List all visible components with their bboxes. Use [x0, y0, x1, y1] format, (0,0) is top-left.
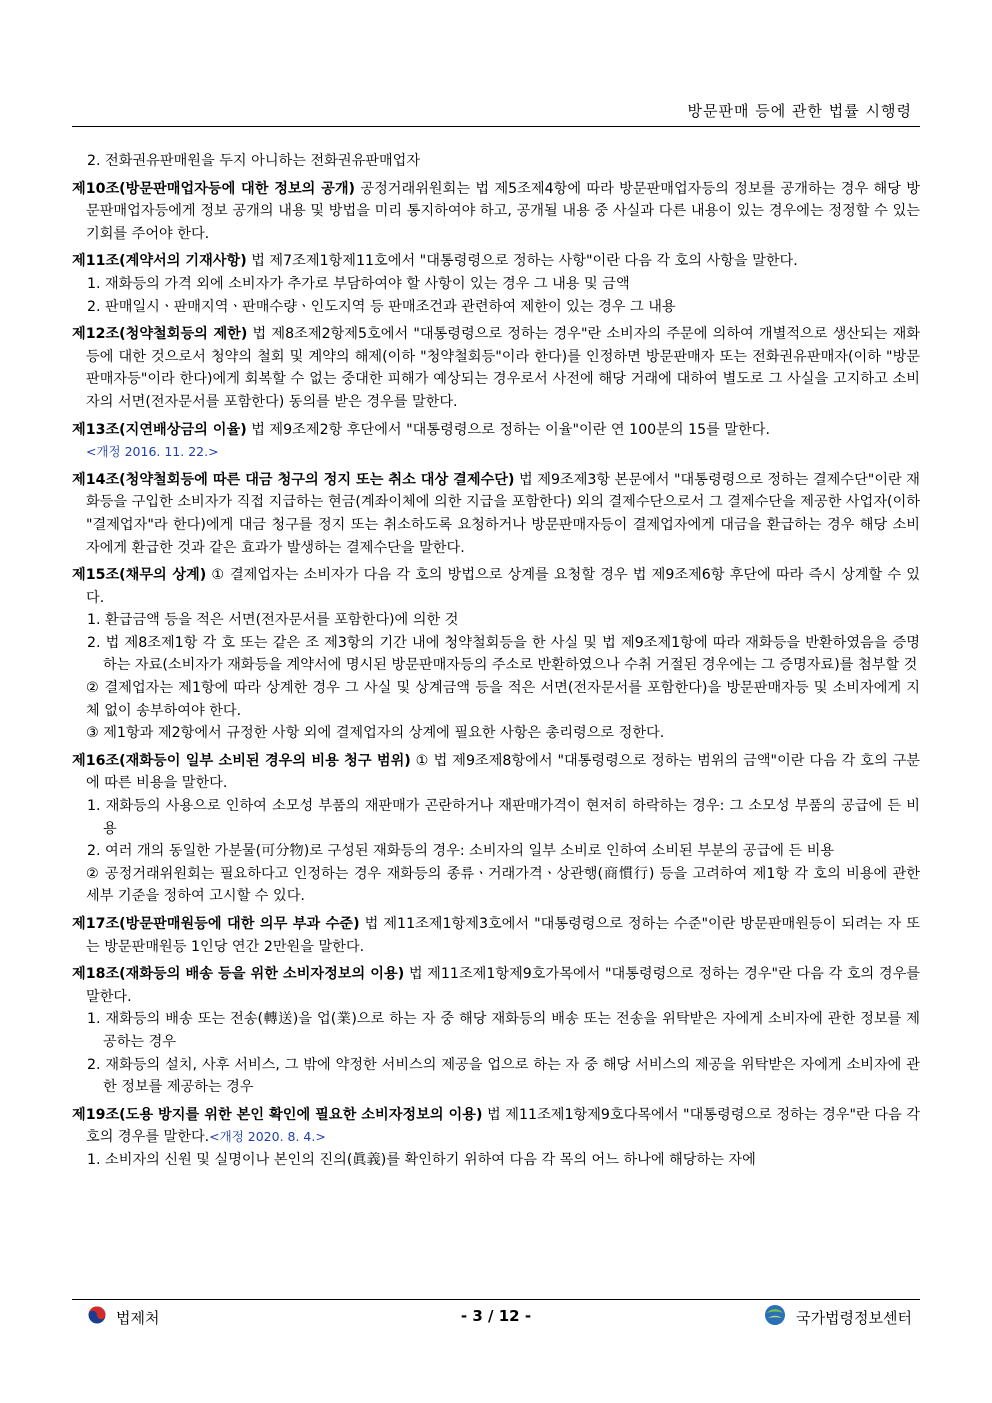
article-text: 법 제9조제3항 본문에서 "대통령령으로 정하는 결제수단"이란 재화등을 구입한 소비자가 직접 지급하는 현금(계좌이체에 의한 지급을 포함한다) 외의 결제수단으로서 그 결제수단을 제공한 사업자(이하 "결제업자"라 한다)에게 대금 청구를 정지 또는 취소하도록 요청하거나 방문판매자등이 결제업자에게 대금을 환급하는 경우 해당 소비자에게 환급한 것과 같은 효과가 발생하는 결제수단을 말한다.: [86, 471, 920, 556]
article-heading: 제10조(방문판매업자등에 대한 정보의 공개): [72, 180, 356, 197]
article-text: 법 제7조제1항제11호에서 "대통령령으로 정하는 사항"이란 다음 각 호의 사항을 말한다.: [246, 253, 798, 270]
clause-2: ② 결제업자는 제1항에 따라 상계한 경우 그 사실 및 상계금액 등을 적은 서면(전자문서를 포함한다)을 방문판매자등 및 소비자에게 지체 없이 송부하여야 한다.: [86, 680, 920, 719]
article-text: 공정거래위원회는 법 제5조제4항에 따라 방문판매업자등의 정보를 공개하는 경우 해당 방문판매업자등에게 정보 공개의 내용 및 방법을 미리 통지하여야 하고, 공개될 내용 중 사실과 다른 내용이 있는 경우에는 정정할 수 있는 기회를 주어야 한다.: [86, 180, 920, 242]
article-heading: 제13조(지연배상금의 이율): [72, 421, 247, 438]
footer-rule: [72, 1299, 920, 1300]
list-item: 1. 재화등의 배송 또는 전송(轉送)을 업(業)으로 하는 자 중 해당 재화등의 배송 또는 전송을 위탁받은 자에게 소비자에 관한 정보를 제공하는 경우: [87, 1011, 920, 1050]
article-12: [72, 323, 920, 413]
article-13: [72, 419, 920, 464]
amendment-note: <개정 2016. 11. 22.>: [86, 444, 219, 460]
footer-left: [88, 1306, 159, 1328]
article-heading: 제16조(재화등이 일부 소비된 경우의 비용 청구 범위): [72, 752, 411, 769]
article-heading: 제15조(채무의 상계): [72, 567, 207, 584]
article-text: 법 제11조제1항제3호에서 "대통령령으로 정하는 수준"이란 방문판매원등이 되려는 자 또는 방문판매원등 1인당 연간 2만원을 말한다.: [86, 916, 920, 955]
article-heading: 제14조(청약철회등에 따른 대금 청구의 정지 또는 취소 대상 결제수단): [72, 471, 515, 488]
list-item: 1. 소비자의 신원 및 실명이나 본인의 진의(眞義)를 확인하기 위하여 다음 각 목의 어느 하나에 해당하는 자에: [87, 1151, 756, 1168]
document-body: [72, 150, 920, 1172]
clause-2: ② 공정거래위원회는 필요하다고 인정하는 경우 재화등의 종류ㆍ거래가격ㆍ상관행(商慣行) 등을 고려하여 제1항 각 호의 비용에 관한 세부 기준을 정하여 고시할 수 있다.: [86, 865, 920, 905]
footer-right: [764, 1304, 912, 1330]
article-16: [72, 750, 920, 795]
footer-agency-name: 법제처: [116, 1308, 160, 1327]
list-item: 2. 재화등의 설치, 사후 서비스, 그 밖에 약정한 서비스의 제공을 업으로 하는 자 중 해당 서비스의 제공을 위탁받은 자에게 소비자에 관한 정보를 제공하는 경우: [87, 1056, 920, 1096]
list-item: 2. 판매일시ㆍ판매지역ㆍ판매수량ㆍ인도지역 등 판매조건과 관련하여 제한이 있는 경우 그 내용: [87, 298, 676, 315]
article-heading: 제12조(청약철회등의 제한): [72, 326, 248, 343]
taegeuk-logo-icon: [88, 1306, 106, 1328]
article-text: 법 제11조제1항제9호가목에서 "대통령령으로 정하는 경우"란 다음 각 호의 경우를 말한다.: [86, 966, 920, 1005]
article-15: [72, 564, 920, 609]
article-17: [72, 913, 920, 958]
article-heading: 제18조(재화등의 배송 등을 위한 소비자정보의 이용): [72, 966, 405, 983]
list-item: 1. 재화등의 가격 외에 소비자가 추가로 부담하여야 할 사항이 있는 경우 그 내용 및 금액: [87, 275, 630, 292]
list-item: 1. 환급금액 등을 적은 서면(전자문서를 포함한다)에 의한 것: [87, 612, 459, 629]
header-title: 방문판매 등에 관한 법률 시행령: [687, 102, 912, 120]
article-heading: 제11조(계약서의 기재사항): [72, 253, 247, 270]
footer-center-name: 국가법령정보센터: [796, 1308, 912, 1327]
article-11: [72, 250, 920, 273]
list-item: 1. 재화등의 사용으로 인하여 소모성 부품의 재판매가 곤란하거나 재판매가격이 현저히 하락하는 경우: 그 소모성 부품의 공급에 든 비용: [87, 798, 920, 837]
header-rule: [72, 126, 920, 127]
article-19: [72, 1104, 920, 1149]
list-item: 2. 여러 개의 동일한 가분물(可分物)로 구성된 재화등의 경우: 소비자의 일부 소비로 인하여 소비된 부분의 공급에 든 비용: [87, 843, 835, 860]
page-number: - 3 / 12 -: [460, 1307, 532, 1325]
article-text: 법 제9조제2항 후단에서 "대통령령으로 정하는 이율"이란 연 100분의 15를 말한다.: [246, 421, 770, 438]
article-text: 법 제11조제1항제9호다목에서 "대통령령으로 정하는 경우"란 다음 각 호의 경우를 말한다.: [86, 1106, 921, 1146]
article-10: [72, 178, 920, 246]
article-text: ① 법 제9조제8항에서 "대통령령으로 정하는 범위의 금액"이란 다음 각 호의 구분에 따른 비용을 말한다.: [86, 752, 921, 792]
globe-logo-icon: [764, 1304, 786, 1330]
list-item: 2. 전화권유판매원을 두지 아니하는 전화권유판매업자: [87, 153, 421, 169]
article-heading: 제17조(방문판매원등에 대한 의무 부과 수준): [72, 916, 360, 932]
article-18: [72, 963, 920, 1008]
list-item: 2. 법 제8조제1항 각 호 또는 같은 조 제3항의 기간 내에 청약철회등을 한 사실 및 법 제9조제1항에 따라 재화등을 반환하였음을 증명하는 자료(소비자가 재화등을 계약서에 명시된 방문판매자등의 주소로 반환하였으나 수취 거절된 경우에는 그 증명자료)를 첨부할 것: [87, 634, 920, 674]
amendment-note: <개정 2020. 8. 4.>: [209, 1129, 326, 1145]
article-heading: 제19조(도용 방지를 위한 본인 확인에 필요한 소비자정보의 이용): [72, 1106, 483, 1123]
article-14: [72, 469, 920, 559]
article-text: ① 결제업자는 소비자가 다음 각 호의 방법으로 상계를 요청할 경우 법 제9조제6항 후단에 따라 즉시 상계할 수 있다.: [86, 567, 920, 606]
clause-3: ③ 제1항과 제2항에서 규정한 사항 외에 결제업자의 상계에 필요한 사항은 총리령으로 정한다.: [86, 725, 665, 742]
article-text: 법 제8조제2항제5호에서 "대통령령으로 정하는 경우"란 소비자의 주문에 의하여 개별적으로 생산되는 재화등에 대한 것으로서 청약의 철회 및 계약의 해제(이하 "청약철회등"이라 한다)를 인정하면 방문판매자 또는 전화권유판매자(이하 "방문판매자등"이라 한다)에게 회복할 수 없는 중대한 피해가 예상되는 경우로서 사전에 해당 거래에 대하여 별도로 그 사실을 고지하고 소비자의 서면(전자문서를 포함한다) 동의를 받은 경우를 말한다.: [86, 326, 921, 410]
